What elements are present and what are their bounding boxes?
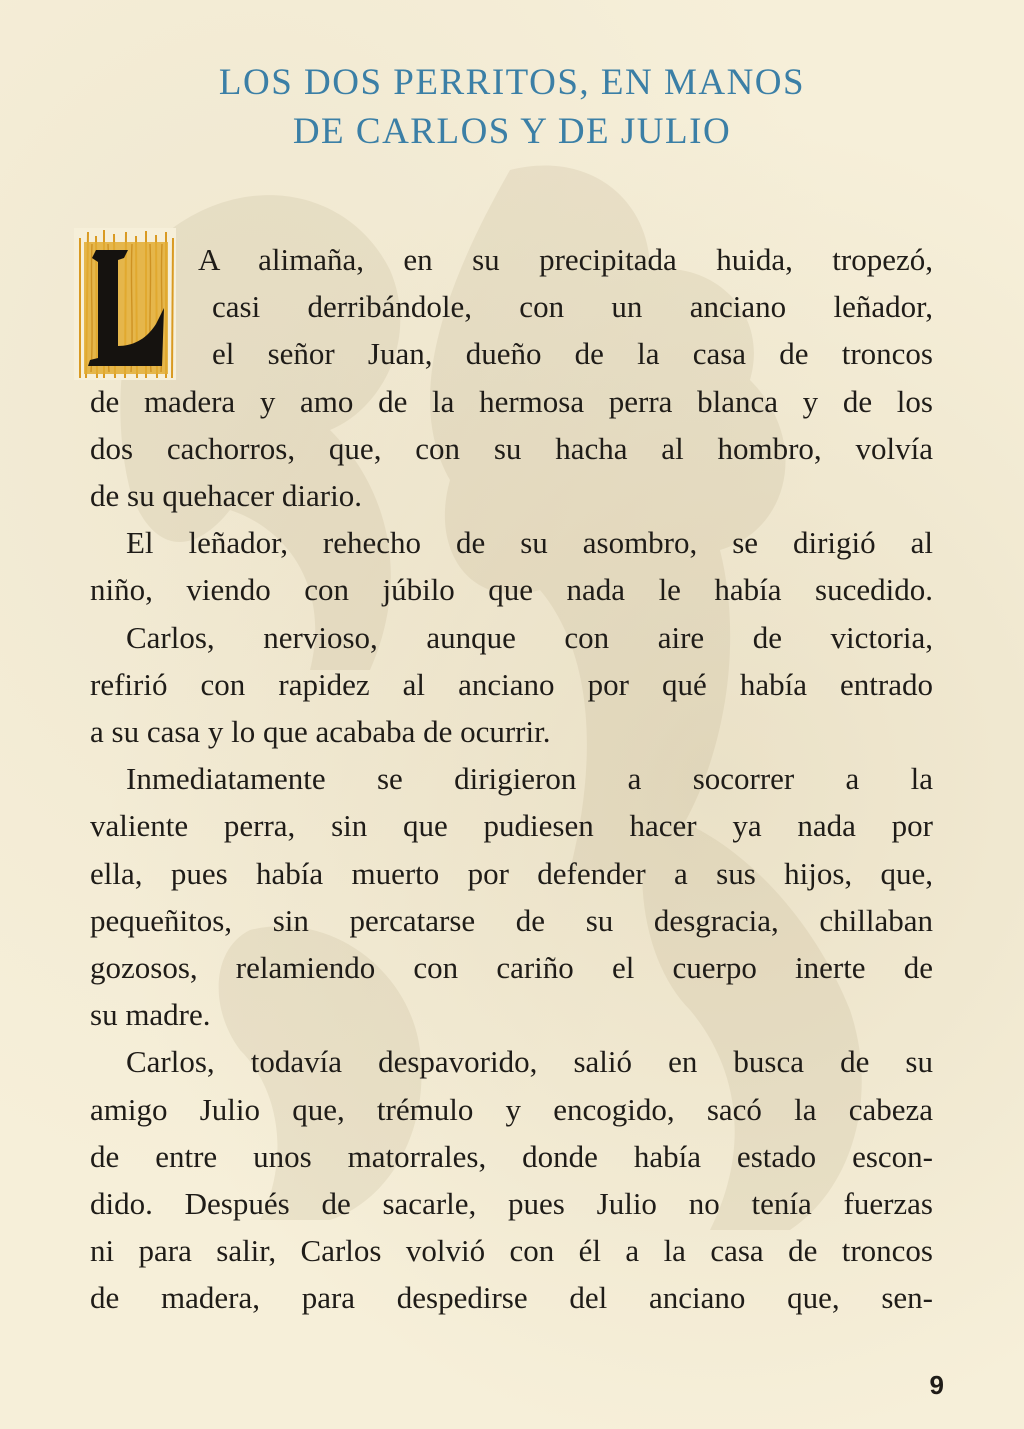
chapter-title-line-2: DE CARLOS Y DE JULIO xyxy=(292,111,732,152)
paragraph-4 xyxy=(90,755,933,1038)
text-line: el señor Juan, dueño de la casa de troncos xyxy=(212,336,933,372)
text-line: Inmediatamente se dirigieron a socorrer a la xyxy=(126,761,933,797)
text-line: amigo Julio que, trémulo y encogido, sacó la cabeza xyxy=(90,1091,933,1127)
text-line: dido. Después de sacarle, pues Julio no tenía fuerzas xyxy=(90,1186,933,1222)
text-line: de entre unos matorrales, donde había estado escon- xyxy=(90,1138,933,1174)
text-line: A alimaña, en su precipitada huida, tropezó, xyxy=(198,242,933,277)
text-line: su madre. xyxy=(90,997,211,1033)
text-line: a su casa y lo que acababa de ocurrir. xyxy=(90,714,551,750)
text-line: de madera y amo de la hermosa perra blanca y de los xyxy=(90,383,933,419)
text-line: dos cachorros, que, con su hacha al hombro, volvía xyxy=(90,430,933,466)
text-line: de su quehacer diario. xyxy=(90,478,362,514)
paragraph-5 xyxy=(90,1038,933,1321)
chapter-title-line-1: LOS DOS PERRITOS, EN MANOS xyxy=(218,62,806,103)
page-number: 9 xyxy=(929,1370,944,1400)
text-line: niño, viendo con júbilo que nada le había sucedido. xyxy=(90,572,933,608)
text-line: pequeñitos, sin percatarse de su desgracia, chillaban xyxy=(90,902,933,938)
text-line: gozosos, relamiendo con cariño el cuerpo inerte de xyxy=(90,950,933,986)
text-line: casi derribándole, con un anciano leñador, xyxy=(212,289,933,325)
text-line: Carlos, todavía despavorido, salió en busca de su xyxy=(126,1044,933,1080)
text-line: de madera, para despedirse del anciano que, sen- xyxy=(90,1280,933,1316)
paragraph-1 xyxy=(90,236,933,519)
text-line: refirió con rapidez al anciano por qué había entrado xyxy=(90,666,933,702)
paragraph-3 xyxy=(90,614,933,756)
text-line: Carlos, nervioso, aunque con aire de victoria, xyxy=(126,619,933,655)
text-line: valiente perra, sin que pudiesen hacer ya nada por xyxy=(90,808,933,844)
text-line: El leñador, rehecho de su asombro, se dirigió al xyxy=(126,525,933,561)
body-text xyxy=(90,236,933,1322)
chapter-title xyxy=(0,58,1024,156)
text-line: ni para salir, Carlos volvió con él a la casa de troncos xyxy=(90,1233,933,1269)
paragraph-2 xyxy=(90,519,933,613)
text-line: ella, pues había muerto por defender a sus hijos, que, xyxy=(90,855,933,891)
